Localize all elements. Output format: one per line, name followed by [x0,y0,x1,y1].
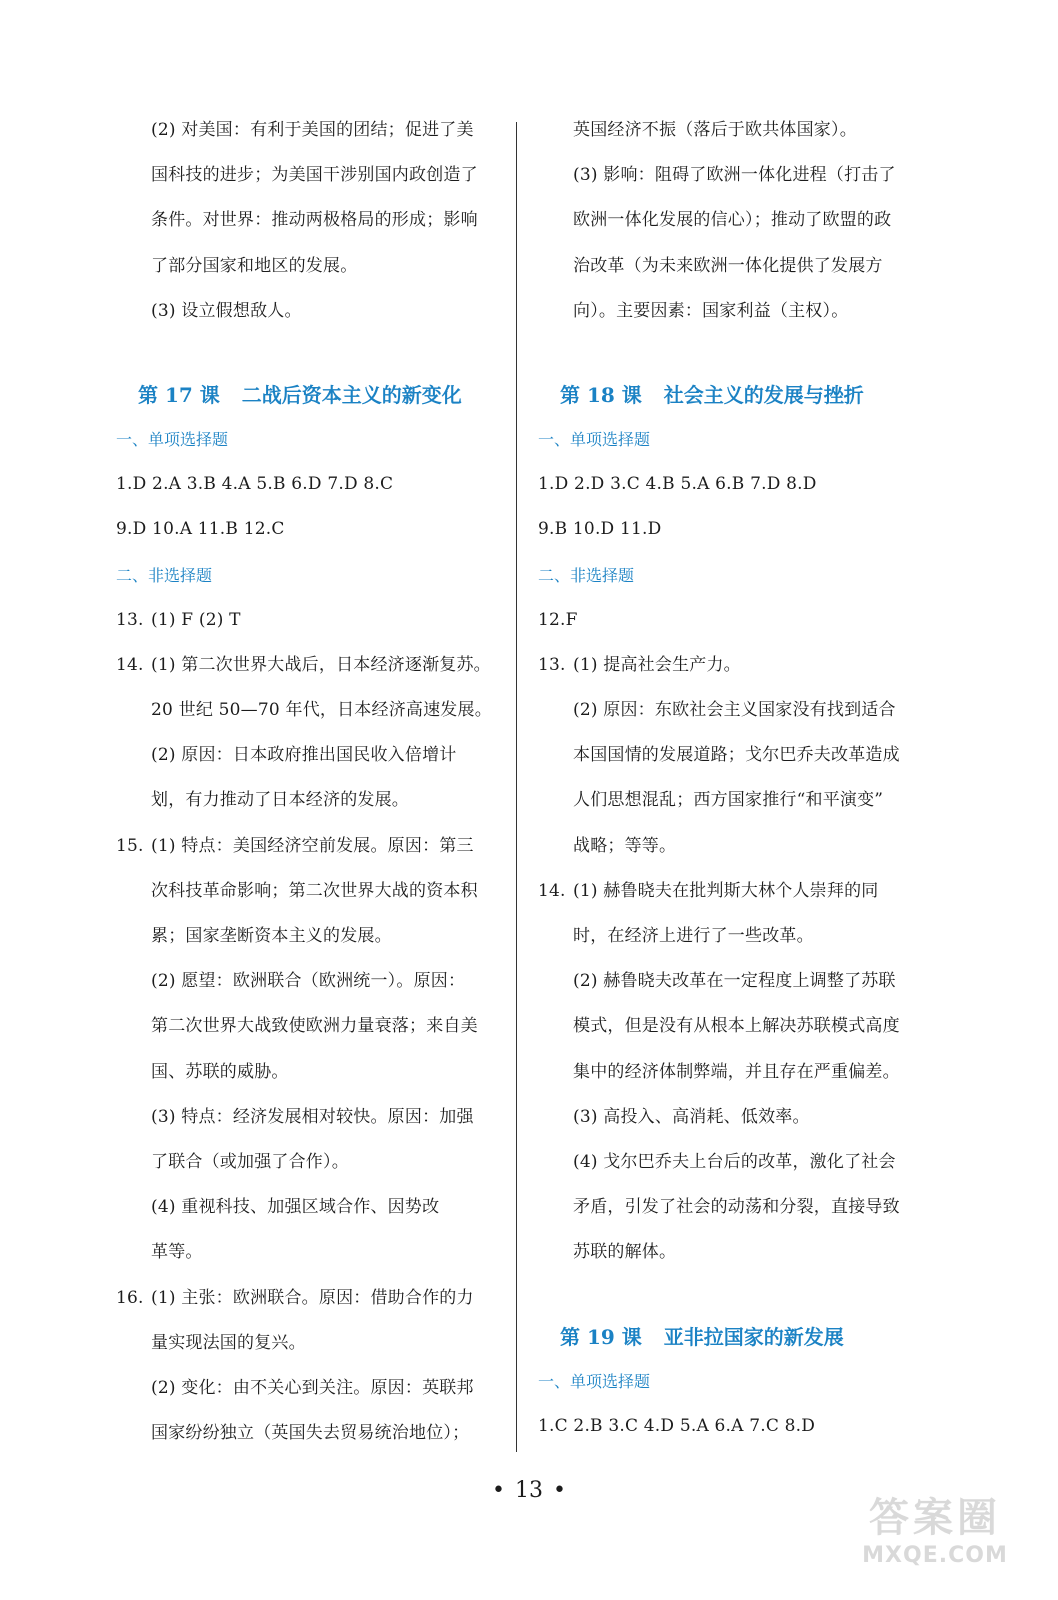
answer-line [116,778,498,823]
answer-line [538,914,920,959]
answer-text: 国、苏联的威胁。 [151,1061,289,1082]
answer-line [116,643,498,688]
answer-text: 矛盾，引发了社会的动荡和分裂，直接导致 [573,1197,900,1218]
answer-line [116,598,498,643]
answer-line [538,1185,920,1230]
answer-line [116,1230,498,1275]
answer-line [116,1185,498,1230]
watermark-logo [840,1486,1030,1578]
answer-text: (1) 特点：美国经济空前发展。原因：第三 [151,835,474,856]
answer-line [116,733,498,778]
left-intro [116,108,498,334]
bullet-dot: • [492,1478,505,1503]
text-line: 了部分国家和地区的发展。 [151,255,358,276]
text-line: 欧洲一体化发展的信心）；推动了欧盟的政 [573,210,892,231]
answer-line [538,1230,920,1275]
answer-line [538,1140,920,1185]
right-intro [538,108,920,334]
question-number: 13. [538,654,566,675]
section-heading: 一、单项选择题 [538,1371,651,1391]
answer-text: (1) 主张：欧洲联合。原因：借助合作的力 [151,1287,474,1308]
lesson-title: 亚非拉国家的新发展 [663,1324,844,1349]
answer-text: 国家纷纷独立（英国失去贸易统治地位）； [151,1423,470,1444]
answer-line [538,733,920,778]
answer-text: 集中的经济体制弊端，并且存在严重偏差。 [573,1061,900,1082]
answer-text: 苏联的解体。 [573,1242,677,1263]
right-column [538,108,920,1449]
answer-text: (2) 愿望：欧洲联合（欧洲统一）。原因： [151,971,466,992]
text-line: (2) 对美国：有利于美国的团结；促进了美 [151,120,474,140]
answer-line [116,1321,498,1366]
answer-text: 划，有力推动了日本经济的发展。 [151,790,409,811]
answer-line [538,959,920,1004]
answer-line [116,688,498,733]
answer-text: 次科技革命影响；第二次世界大战的资本积 [151,880,478,901]
section-heading: 一、单项选择题 [538,429,651,449]
page-number-value: 13 [515,1478,543,1503]
text-line: 条件。对世界：推动两极格局的形成；影响 [151,210,478,231]
lesson-number: 第 17 课 [138,382,220,407]
answer-text: 20 世纪 50—70 年代，日本经济高速发展。 [151,700,492,721]
lesson-19-heading [538,1316,920,1359]
answer-line [538,824,920,869]
answer-line [116,1366,498,1411]
answer-line [116,1004,498,1049]
lesson-title: 二战后资本主义的新变化 [241,382,462,407]
answer-line [116,869,498,914]
answer-text: (2) 原因：日本政府推出国民收入倍增计 [151,745,457,766]
mc-answers: 1.D 2.D 3.C 4.B 5.A 6.B 7.D 8.D [538,474,817,495]
left-column [116,108,498,1456]
answer-text: 模式，但是没有从根本上解决苏联模式高度 [573,1016,900,1037]
right-answers [538,598,920,1276]
text-line: (3) 影响：阻碍了欧洲一体化进程（打击了 [573,165,896,186]
text-line: 治改革（为未来欧洲一体化提供了发展方 [573,255,883,276]
answer-text: 第二次世界大战致使欧洲力量衰落；来自美 [151,1016,478,1037]
watermark-text: 答案圈 [869,1495,1001,1541]
answer-line [538,869,920,914]
section-heading: 二、非选择题 [538,565,635,585]
answer-text: 了联合（或加强了合作）。 [151,1151,349,1172]
watermark-url: MXQE.COM [862,1543,1008,1568]
answer-line [116,1411,498,1456]
answer-line [116,1276,498,1321]
answer-text: (4) 重视科技、加强区域合作、因势改 [151,1197,440,1218]
answer-text: (2) 变化：由不关心到关注。原因：英联邦 [151,1377,474,1398]
answer-text: 12.F [538,609,578,630]
answer-line [116,1050,498,1095]
answer-line [538,643,920,688]
answer-line [116,1095,498,1140]
answer-line [538,688,920,733]
question-number: 14. [116,654,144,675]
lesson-title: 社会主义的发展与挫折 [663,382,864,407]
answer-line [538,598,920,643]
text-line: 向）。主要因素：国家利益（主权）。 [573,300,849,321]
answer-text: (4) 戈尔巴乔夫上台后的改革，激化了社会 [573,1151,896,1172]
answer-text: 人们思想混乱；西方国家推行“和平演变” [573,790,884,811]
answer-text: (2) 原因：东欧社会主义国家没有找到适合 [573,700,896,721]
answer-line [538,1004,920,1049]
answer-line [116,1140,498,1185]
answer-text: 时，在经济上进行了一些改革。 [573,926,814,946]
question-number: 15. [116,835,144,856]
answer-line [538,1050,920,1095]
question-number: 16. [116,1287,144,1308]
answer-text: 量实现法国的复兴。 [151,1332,306,1353]
answer-text: 本国国情的发展道路；戈尔巴乔夫改革造成 [573,745,900,766]
question-number: 13. [116,609,144,630]
mc-answers: 1.C 2.B 3.C 4.D 5.A 6.A 7.C 8.D [538,1415,816,1436]
answer-text: 战略；等等。 [573,835,677,856]
lesson-number: 第 18 课 [560,382,642,407]
mc-answers: 1.D 2.A 3.B 4.A 5.B 6.D 7.D 8.C [116,474,394,495]
bullet-dot: • [553,1478,566,1503]
answer-text: (1) F (2) T [151,609,241,630]
section-heading: 一、单项选择题 [116,429,229,449]
text-line: 英国经济不振（落后于欧共体国家）。 [573,120,857,140]
answer-line [116,824,498,869]
left-answers [116,598,498,1457]
answer-line [116,914,498,959]
answer-text: (1) 提高社会生产力。 [573,654,741,675]
text-line: (3) 设立假想敌人。 [151,300,302,321]
answer-text: 革等。 [151,1242,203,1263]
question-number: 14. [538,880,566,901]
section-heading: 二、非选择题 [116,565,213,585]
column-divider [516,122,517,1452]
lesson-number: 第 19 课 [560,1324,642,1349]
lesson-18-heading [538,374,920,417]
answer-text: (3) 高投入、高消耗、低效率。 [573,1106,810,1127]
answer-text: (1) 第二次世界大战后，日本经济逐渐复苏。 [151,654,491,675]
lesson-17-heading [116,374,498,417]
answer-text: (2) 赫鲁晓夫改革在一定程度上调整了苏联 [573,971,896,992]
text-line: 国科技的进步；为美国干涉别国内政创造了 [151,165,478,186]
answer-line [538,778,920,823]
answer-line [116,959,498,1004]
mc-answers: 9.B 10.D 11.D [538,519,662,540]
answer-text: (1) 赫鲁晓夫在批判斯大林个人崇拜的同 [573,880,879,901]
answer-text: 累；国家垄断资本主义的发展。 [151,926,392,946]
answer-text: (3) 特点：经济发展相对较快。原因：加强 [151,1106,474,1127]
mc-answers: 9.D 10.A 11.B 12.C [116,519,285,540]
answer-line [538,1095,920,1140]
